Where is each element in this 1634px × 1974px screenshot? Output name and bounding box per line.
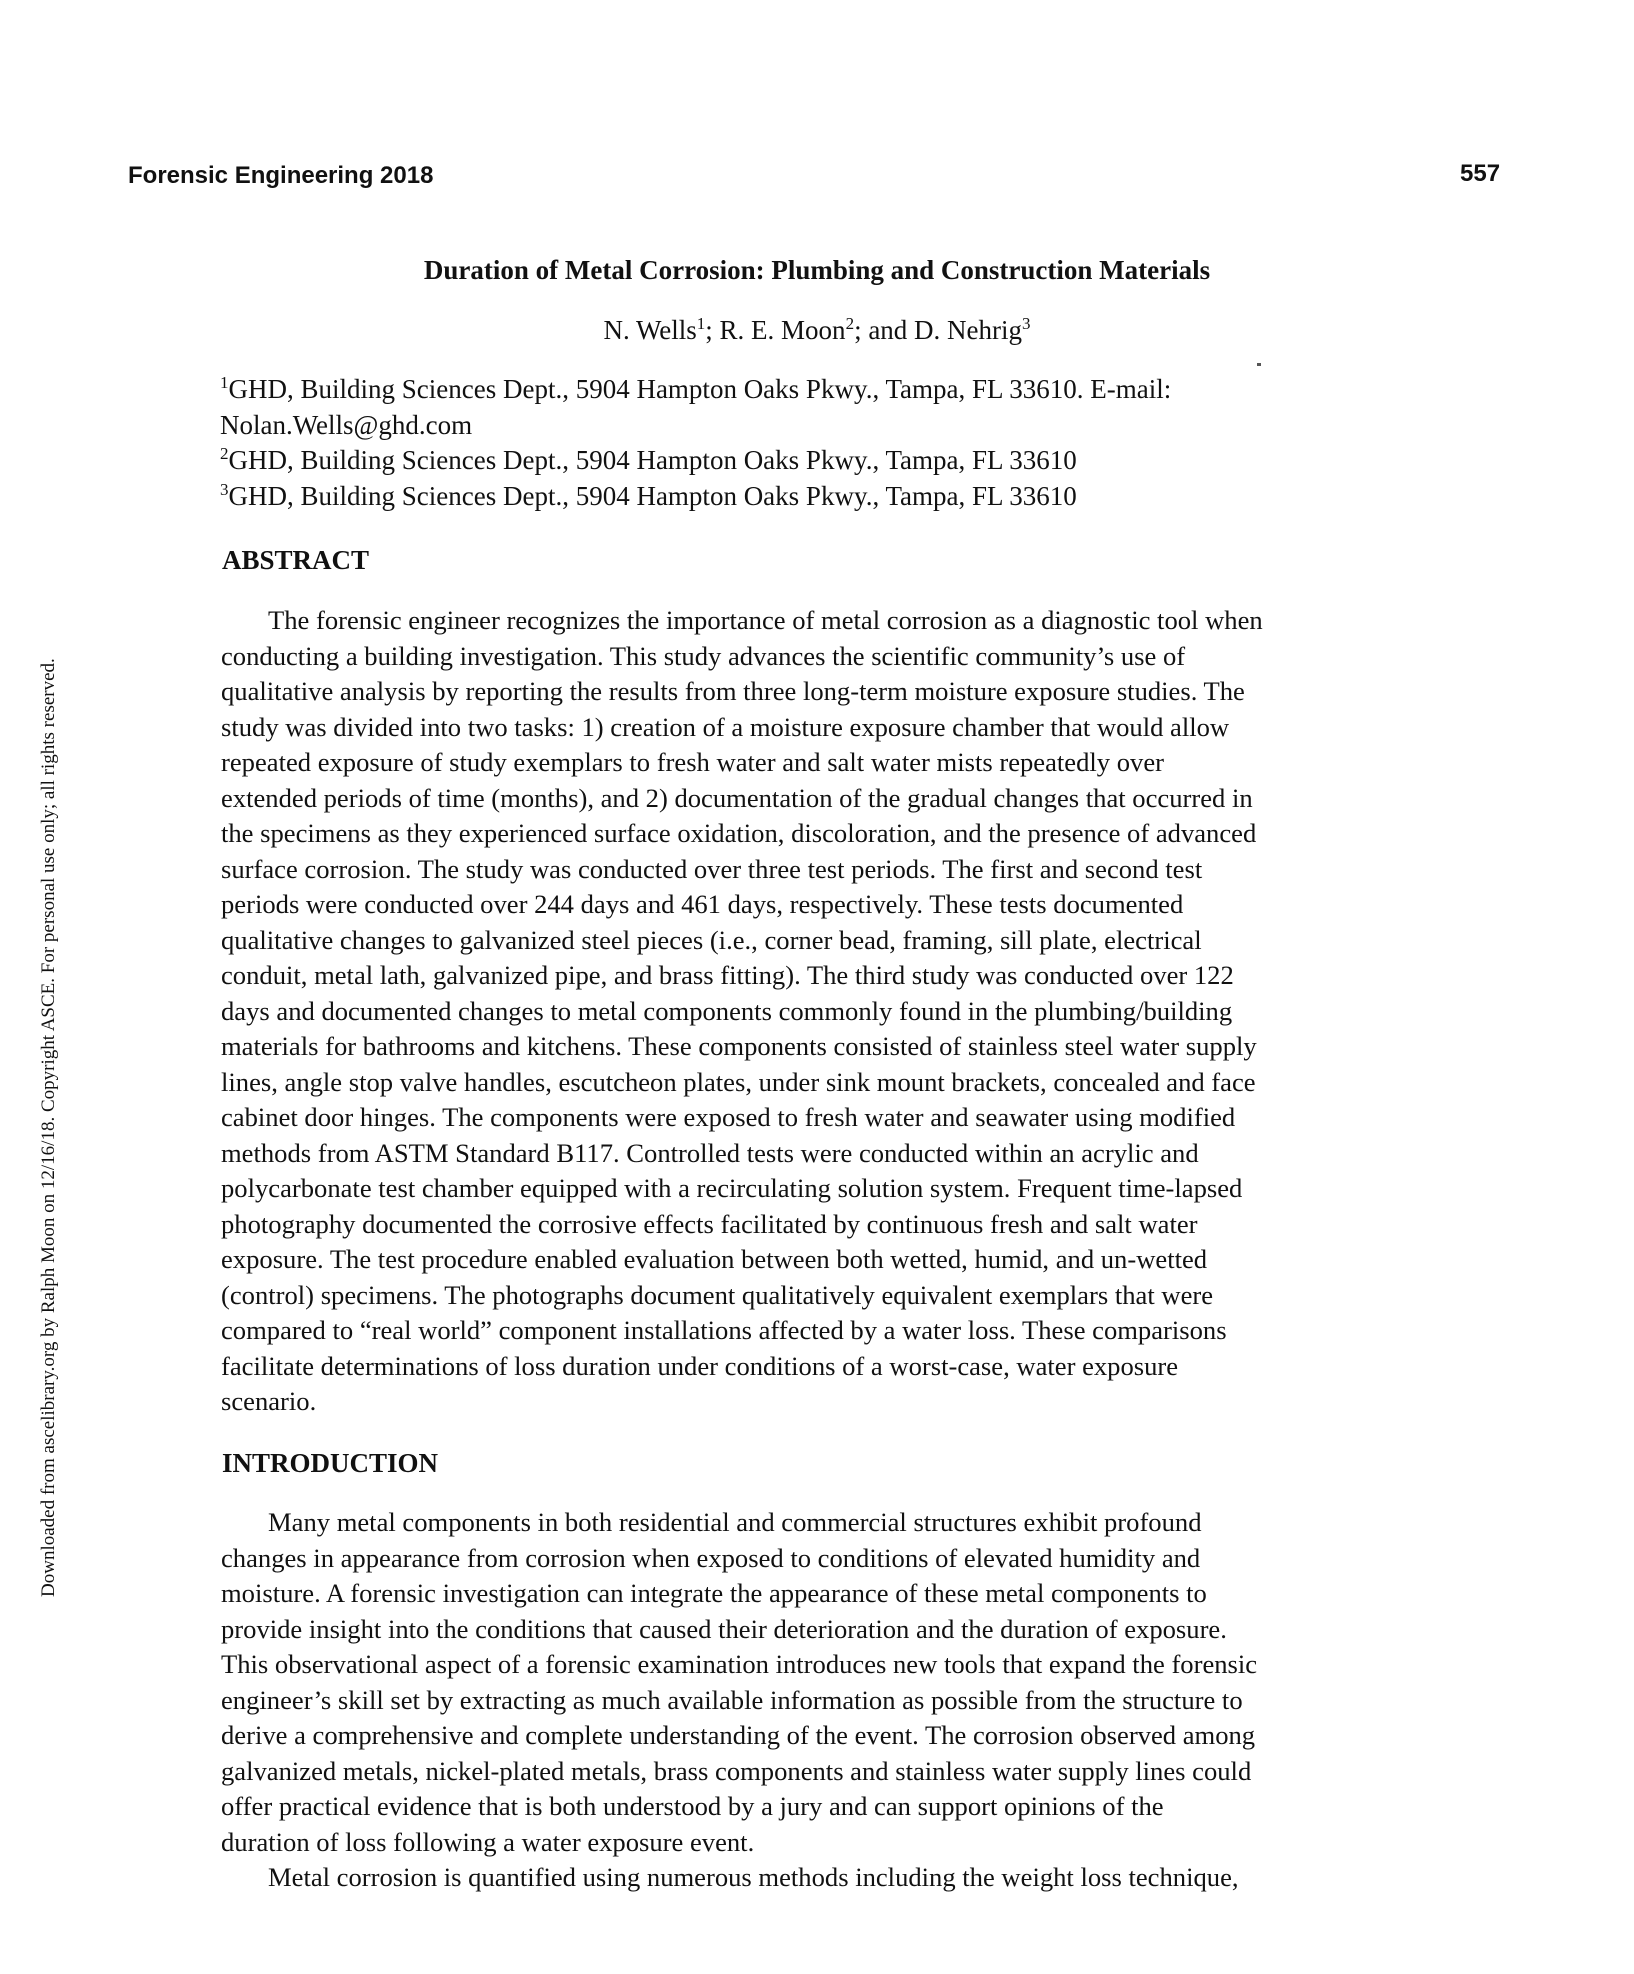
text-line: extended periods of time (months), and 2) documentation of the gradual changes that occurred in	[221, 782, 1253, 813]
text-line: repeated exposure of study exemplars to fresh water and salt water mists repeatedly over	[221, 747, 1164, 777]
author-marker: 2	[845, 314, 855, 333]
text-line: derive a comprehensive and complete understanding of the event. The corrosion observed among	[221, 1720, 1256, 1750]
text-line: exposure. The test procedure enabled evaluation between both wetted, humid, and un-wetted	[221, 1244, 1208, 1274]
page-number: 557	[1460, 160, 1501, 187]
text-line: qualitative analysis by reporting the results from three long-term moisture exposure studies. The	[221, 676, 1245, 706]
text-line: study was divided into two tasks: 1) creation of a moisture exposure chamber that would allow	[221, 711, 1230, 742]
text-line: conduit, metal lath, galvanized pipe, and brass fitting). The third study was conducted over 122	[221, 960, 1234, 990]
text-line: scenario.	[221, 1386, 317, 1416]
text-line: compared to “real world” component installations affected by a water loss. These comparisons	[221, 1315, 1227, 1345]
text-line: polycarbonate test chamber equipped with a recirculating solution system. Frequent time-lapsed	[221, 1173, 1243, 1203]
affiliation-email: Nolan.Wells@ghd.com	[220, 409, 473, 440]
text-line: (control) specimens. The photographs document qualitatively equivalent exemplars that were	[221, 1279, 1214, 1310]
text-line: surface corrosion. The study was conducted over three test periods. The first and second test	[221, 853, 1203, 884]
affiliation-line: $^2$GHD, Building Sciences Dept., 5904 Hampton Oaks Pkwy., Tampa, FL 33610	[220, 444, 1077, 475]
text-line: conducting a building investigation. This study advances the scientific community’s use of	[221, 640, 1186, 671]
author-moon: ; R. E. Moon	[705, 315, 846, 345]
text-line: engineer’s skill set by extracting as much available information as possible from the structure to	[221, 1684, 1243, 1715]
introduction-body	[221, 1505, 1417, 1896]
text-line: Many metal components in both residential and commercial structures exhibit profound	[268, 1507, 1202, 1537]
introduction-heading: INTRODUCTION	[222, 1448, 439, 1478]
text-line: provide insight into the conditions that caused their deterioration and the duration of exposure.	[221, 1613, 1227, 1644]
author-marker: 1	[696, 314, 706, 333]
text-line: lines, angle stop valve handles, escutcheon plates, under sink mount brackets, concealed and face	[221, 1066, 1256, 1097]
text-line: galvanized metals, nickel-plated metals, brass components and stainless water supply lines could	[221, 1755, 1252, 1786]
text-line: methods from ASTM Standard B117. Controlled tests were conducted within an acrylic and	[221, 1137, 1199, 1168]
affiliation-marker: 3	[220, 479, 229, 499]
text-line: qualitative changes to galvanized steel pieces (i.e., corner bead, framing, sill plate, electrical	[221, 924, 1202, 955]
text-line: offer practical evidence that is both understood by a jury and can support opinions of the	[221, 1791, 1164, 1821]
affiliation-marker: 2	[220, 444, 229, 463]
text-line: facilitate determinations of loss duration under conditions of a worst-case, water exposure	[221, 1350, 1179, 1381]
text-line: periods were conducted over 244 days and 461 days, respectively. These tests documented	[221, 889, 1184, 919]
abstract-heading: ABSTRACT	[222, 545, 370, 575]
author-marker: 3	[1022, 314, 1031, 333]
author-nehrig: ; and D. Nehrig	[854, 315, 1023, 345]
abstract-body	[221, 603, 1417, 1420]
affiliations	[220, 372, 1440, 514]
affiliation-line: $^3$GHD, Building Sciences Dept., 5904 Hampton Oaks Pkwy., Tampa, FL 33610	[220, 479, 1077, 511]
paper-title: Duration of Metal Corrosion: Plumbing and Construction Materials	[423, 255, 1211, 285]
text-line: This observational aspect of a forensic examination introduces new tools that expand the forensic	[221, 1649, 1258, 1679]
text-line: the specimens as they experienced surface oxidation, discoloration, and the presence of advanced	[221, 818, 1257, 848]
author-wells: N. Wells	[603, 315, 697, 345]
affiliation-line: $^1$GHD, Building Sciences Dept., 5904 Hampton Oaks Pkwy., Tampa, FL 33610. E-mail:	[220, 373, 1172, 404]
author-list	[0, 315, 1634, 346]
text-line: days and documented changes to metal components commonly found in the plumbing/building	[221, 995, 1233, 1026]
text-line: The forensic engineer recognizes the importance of metal corrosion as a diagnostic tool when	[268, 605, 1263, 635]
text-line: materials for bathrooms and kitchens. These components consisted of stainless steel water supply	[221, 1031, 1257, 1061]
download-notice: Downloaded from ascelibrary.org by Ralph Moon on 12/16/18. Copyright ASCE. For personal use only; all rights reserved.	[38, 658, 59, 1597]
scan-speck	[1257, 363, 1261, 366]
text-line: Metal corrosion is quantified using numerous methods including the weight loss technique,	[268, 1862, 1239, 1892]
text-line: changes in appearance from corrosion when exposed to conditions of elevated humidity and	[221, 1542, 1201, 1573]
affiliation-marker: 1	[220, 373, 229, 392]
text-line: photography documented the corrosive effects facilitated by continuous fresh and salt water	[221, 1208, 1198, 1239]
text-line: moisture. A forensic investigation can integrate the appearance of these metal components to	[221, 1578, 1207, 1608]
text-line: cabinet door hinges. The components were exposed to fresh water and seawater using modified	[221, 1102, 1236, 1132]
running-header-journal: Forensic Engineering 2018	[128, 162, 434, 189]
text-line: duration of loss following a water exposure event.	[221, 1826, 755, 1857]
